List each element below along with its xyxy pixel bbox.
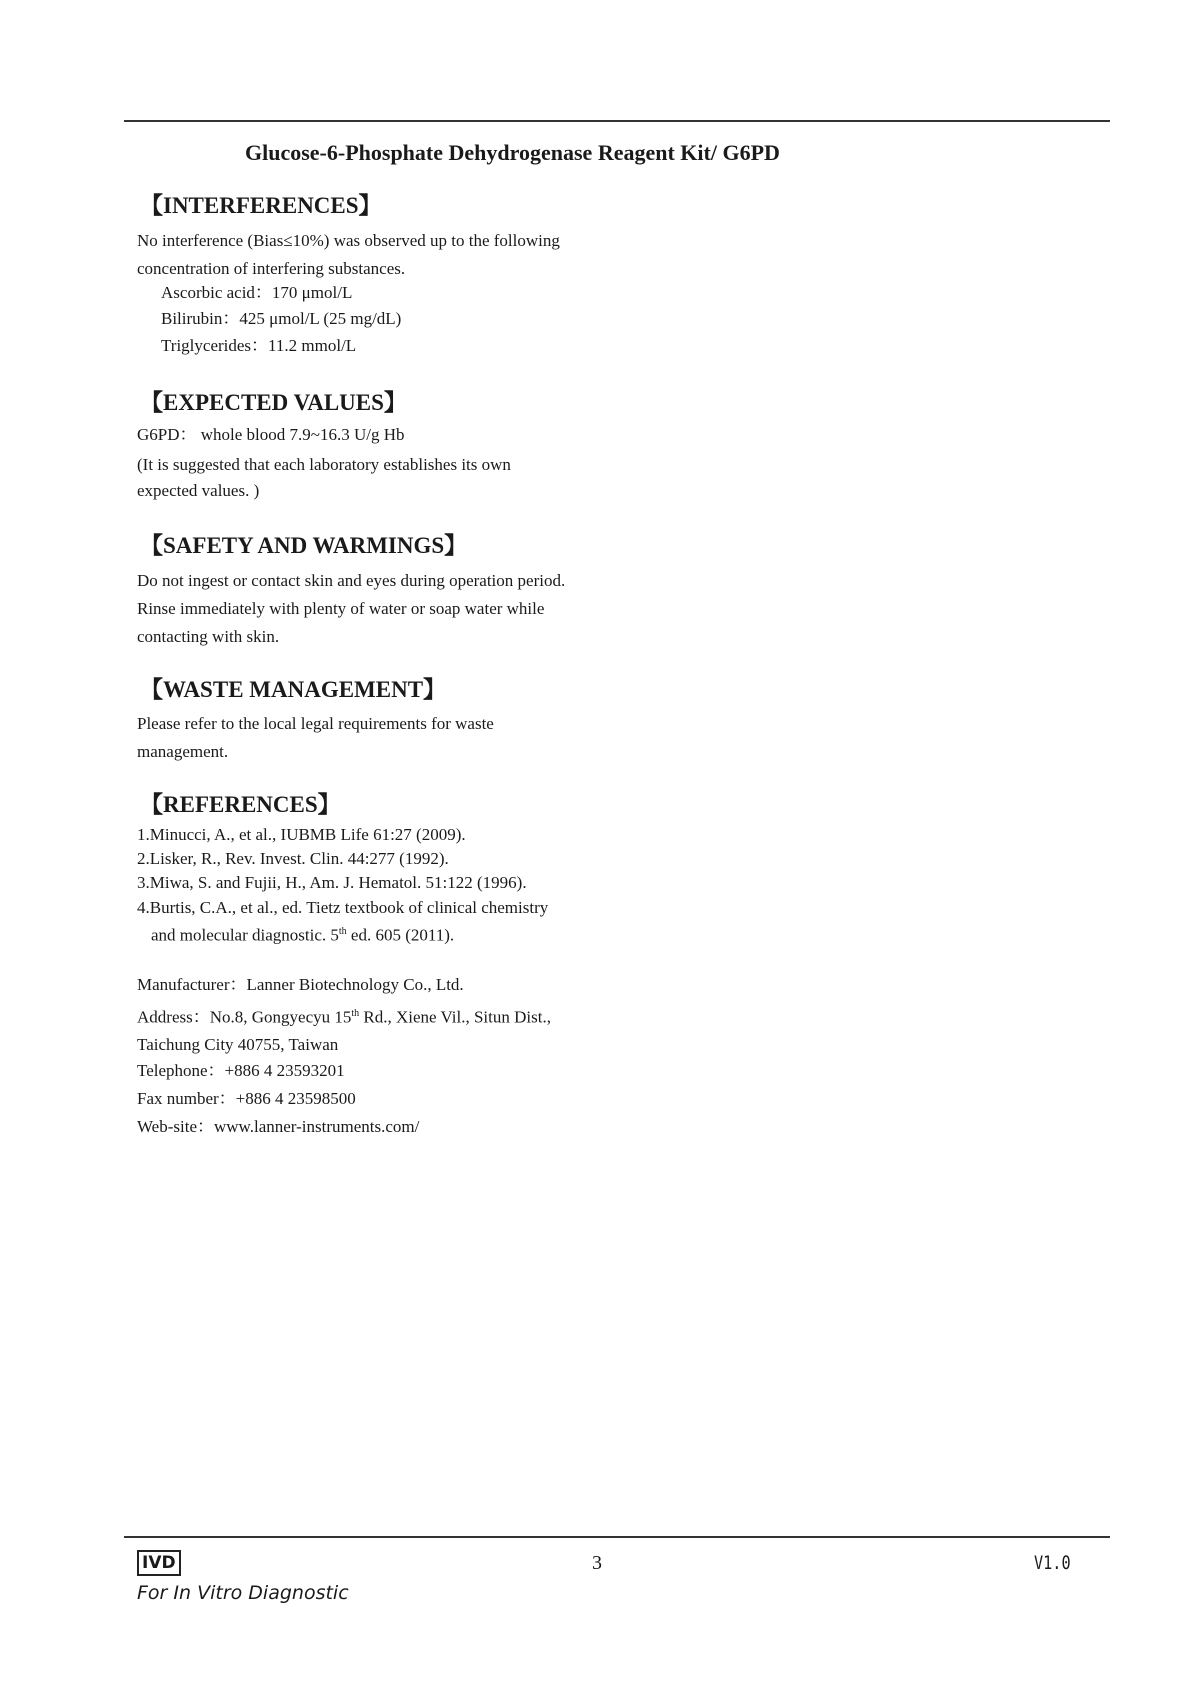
version: V1.0 — [1034, 1552, 1071, 1574]
ivd-text: For In Vitro Diagnostic — [137, 1582, 349, 1604]
reference-item: 2.Lisker, R., Rev. Invest. Clin. 44:277 (1992). — [137, 849, 449, 868]
list-item: Bilirubin：425 μmol/L (25 mg/dL) — [161, 309, 402, 328]
reference-item: 4.Burtis, C.A., et al., ed. Tietz textbook of clinical chemistry — [137, 898, 549, 917]
reference-item-continued: and molecular diagnostic. 5th ed. 605 (2011). — [151, 925, 455, 945]
telephone: Telephone：+886 4 23593201 — [137, 1061, 345, 1080]
text: Please refer to the local legal requirements for waste — [137, 714, 494, 733]
header-rule — [124, 120, 1110, 122]
text: Rinse immediately with plenty of water or soap water while — [137, 599, 545, 618]
text: concentration of interfering substances. — [137, 259, 406, 278]
fax: Fax number：+886 4 23598500 — [137, 1089, 356, 1108]
heading-expected-values: 【EXPECTED VALUES】 — [140, 390, 407, 415]
text: G6PD： whole blood 7.9~16.3 U/g Hb — [137, 425, 405, 444]
reference-item: 1.Minucci, A., et al., IUBMB Life 61:27 (2009). — [137, 825, 466, 844]
website: Web-site：www.lanner-instruments.com/ — [137, 1117, 420, 1136]
ivd-symbol: IVD — [137, 1550, 181, 1576]
address-line-2: Taichung City 40755, Taiwan — [137, 1035, 339, 1054]
text: No interference (Bias≤10%) was observed up to the following — [137, 231, 560, 250]
address: Address：No.8, Gongyecyu 15th Rd., Xiene Vil., Situn Dist., — [137, 1007, 551, 1027]
text: management. — [137, 742, 229, 761]
text: expected values. ) — [137, 481, 260, 500]
footer-rule — [124, 1536, 1110, 1538]
heading-safety: 【SAFETY AND WARMINGS】 — [140, 533, 468, 558]
list-item: Triglycerides：11.2 mmol/L — [161, 336, 357, 355]
reference-item: 3.Miwa, S. and Fujii, H., Am. J. Hematol. 51:122 (1996). — [137, 873, 527, 892]
heading-references: 【REFERENCES】 — [140, 792, 341, 817]
manufacturer: Manufacturer：Lanner Biotechnology Co., Ltd. — [137, 975, 464, 994]
text: (It is suggested that each laboratory establishes its own — [137, 455, 511, 474]
heading-interferences: 【INTERFERENCES】 — [140, 193, 382, 218]
document-title: Glucose-6-Phosphate Dehydrogenase Reagent Kit/ G6PD — [245, 140, 780, 165]
text: contacting with skin. — [137, 627, 280, 646]
list-item: Ascorbic acid：170 μmol/L — [161, 283, 353, 302]
text: Do not ingest or contact skin and eyes during operation period. — [137, 571, 566, 590]
page-number: 3 — [592, 1552, 602, 1574]
heading-waste: 【WASTE MANAGEMENT】 — [140, 677, 447, 702]
